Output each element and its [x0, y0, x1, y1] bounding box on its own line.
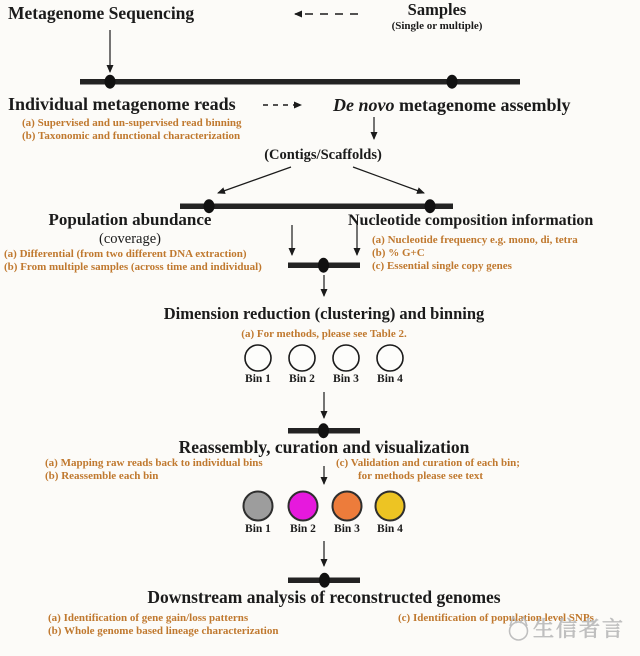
reassembly-note-a: (a) Mapping raw reads back to individual bins [45, 457, 263, 469]
bin-circle-colored-3 [333, 492, 362, 521]
downstream-note-a: (a) Identification of gene gain/loss patterns [48, 612, 249, 624]
nucleotide-note-b: (b) % G+C [372, 247, 425, 259]
population-note-a: (a) Differential (from two different DNA extraction) [4, 248, 247, 260]
reassembly-note-c-line1: (c) Validation and curation of each bin; [336, 457, 520, 469]
genome-line-middle [180, 204, 453, 210]
arrow-contigs-to-right [353, 167, 424, 193]
nucleotide-note-a: (a) Nucleotide frequency e.g. mono, di, tetra [372, 234, 578, 246]
bin2-label: Bin 2 [289, 373, 315, 385]
read-dot [105, 75, 116, 89]
arrow-contigs-to-left [218, 167, 291, 193]
downstream-note-b: (b) Whole genome based lineage characterization [48, 625, 279, 637]
coverage-subtitle: (coverage) [99, 231, 161, 247]
downstream-analysis-title: Downstream analysis of reconstructed genomes [147, 587, 501, 607]
assembly-rest: metagenome assembly [394, 95, 571, 115]
population-note-b: (b) From multiple samples (across time and individual) [4, 261, 262, 273]
samples-sublabel: (Single or multiple) [391, 20, 483, 32]
curated-bin1-label: Bin 1 [245, 523, 271, 535]
individual-reads-title: Individual metagenome reads [8, 94, 236, 114]
bin-circle-colored-2 [289, 492, 318, 521]
denovo-italic: De novo [333, 95, 395, 115]
reassembly-title: Reassembly, curation and visualization [178, 437, 470, 457]
curated-bin3-label: Bin 3 [334, 523, 360, 535]
bin-circle-empty-1 [245, 345, 271, 371]
denovo-assembly-title [333, 95, 570, 116]
curated-bin4-label: Bin 4 [377, 523, 403, 535]
population-abundance-title: Population abundance [48, 210, 212, 229]
reads-note-b: (b) Taxonomic and functional characterization [22, 130, 241, 142]
watermark-logo-icon [503, 612, 533, 644]
metagenome-sequencing-title: Metagenome Sequencing [8, 3, 195, 23]
bin-circle-colored-4 [376, 492, 405, 521]
watermark-text: 生信者言 [533, 617, 625, 641]
read-dot [447, 75, 458, 89]
bin1-label: Bin 1 [245, 373, 271, 385]
bin3-label: Bin 3 [333, 373, 359, 385]
reassembly-note-b: (b) Reassemble each bin [45, 470, 159, 482]
bin-circle-empty-3 [333, 345, 359, 371]
bin-circle-empty-2 [289, 345, 315, 371]
downstream-note-c: (c) Identification of population level SNPs [398, 612, 594, 624]
reads-note-a: (a) Supervised and un-supervised read binning [22, 117, 242, 129]
read-dot [318, 258, 329, 273]
nucleotide-composition-title: Nucleotide composition information [348, 212, 594, 229]
curated-bin2-label: Bin 2 [290, 523, 316, 535]
binning-note-a: (a) For methods, please see Table 2. [241, 328, 407, 340]
contigs-scaffolds-label: (Contigs/Scaffolds) [264, 147, 382, 163]
bin-circle-colored-1 [244, 492, 273, 521]
watermark [503, 612, 625, 644]
samples-label: Samples [407, 0, 467, 19]
dimension-reduction-title: Dimension reduction (clustering) and binning [163, 304, 485, 323]
bin-circle-empty-4 [377, 345, 403, 371]
read-dot [318, 423, 329, 438]
bin4-label: Bin 4 [377, 373, 403, 385]
read-dot [319, 573, 330, 588]
reassembly-note-c-line2: for methods please see text [358, 470, 484, 482]
nucleotide-note-c: (c) Essential single copy genes [372, 260, 512, 272]
